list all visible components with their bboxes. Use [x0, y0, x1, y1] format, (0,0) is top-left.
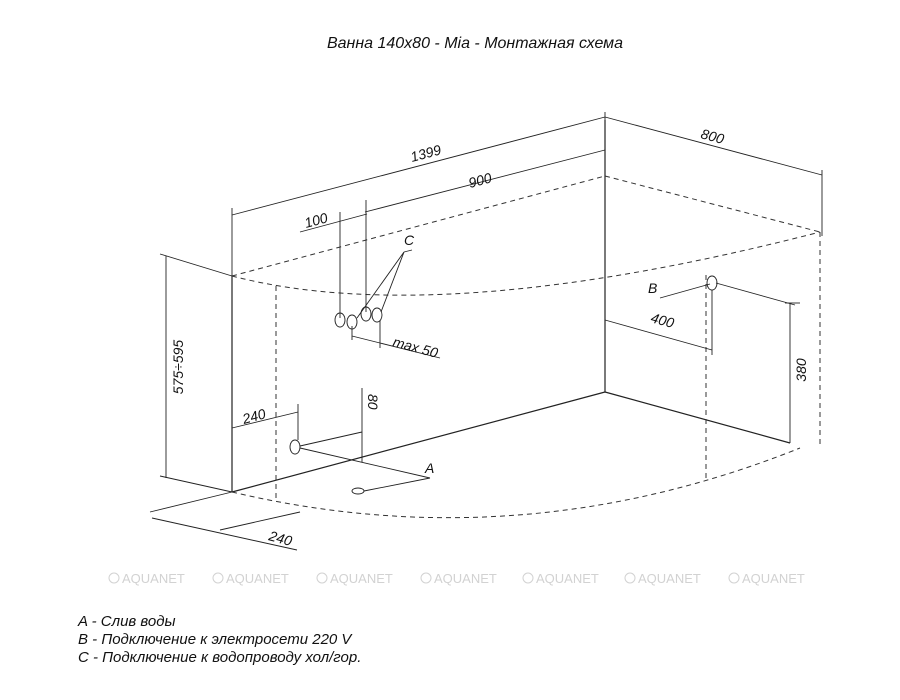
b-electrical	[605, 276, 809, 443]
svg-text:AQUANET: AQUANET	[742, 571, 805, 586]
diagram-title: Ванна 140x80 - Mia - Монтажная схема	[326, 35, 624, 52]
dim-height-label: 575÷595	[170, 339, 186, 395]
dim-length	[232, 112, 605, 276]
marker-b: B	[648, 280, 658, 296]
watermark-6	[625, 571, 701, 586]
dim-900	[365, 145, 605, 212]
svg-text:AQUANET: AQUANET	[330, 571, 393, 586]
watermark-3	[317, 571, 393, 586]
svg-text:AQUANET: AQUANET	[122, 571, 185, 586]
legend	[77, 613, 361, 666]
dim-width-label: 800	[699, 125, 726, 147]
dim-a-240-lower: 240	[267, 527, 294, 549]
svg-text:AQUANET: AQUANET	[226, 571, 289, 586]
c-connection-points	[335, 250, 412, 329]
bathtub-outline	[232, 120, 820, 518]
dim-max50	[352, 320, 440, 361]
dim-b-400: 400	[649, 309, 676, 331]
legend-item-a: A - Слив воды	[78, 613, 176, 630]
marker-a: A	[425, 460, 435, 476]
legend-item-c: C - Подключение к водопроводу хол/гор.	[78, 649, 362, 666]
svg-text:AQUANET: AQUANET	[434, 571, 497, 586]
watermark-1	[109, 571, 185, 586]
watermark-2	[213, 571, 289, 586]
dim-width	[605, 117, 822, 236]
watermark-5	[523, 571, 599, 586]
dim-a-240-lower-group	[150, 492, 300, 550]
dim-100	[300, 200, 367, 318]
dim-a-240-upper: 240	[240, 405, 268, 427]
watermark-7	[729, 571, 805, 586]
watermark-row	[109, 571, 805, 586]
dim-900-label: 900	[466, 169, 494, 191]
dim-max50-label: max 50	[391, 333, 440, 361]
dim-b-380: 380	[793, 358, 809, 382]
watermark-4	[421, 571, 497, 586]
dim-100-label: 100	[302, 209, 330, 231]
marker-c: C	[404, 232, 415, 248]
dim-height	[160, 254, 232, 492]
dim-length-label: 1399	[408, 141, 443, 165]
svg-text:AQUANET: AQUANET	[638, 571, 701, 586]
dim-a-80: 80	[365, 394, 381, 410]
a-drain	[232, 388, 430, 494]
legend-item-b: B - Подключение к электросети 220 V	[78, 631, 352, 648]
svg-text:AQUANET: AQUANET	[536, 571, 599, 586]
